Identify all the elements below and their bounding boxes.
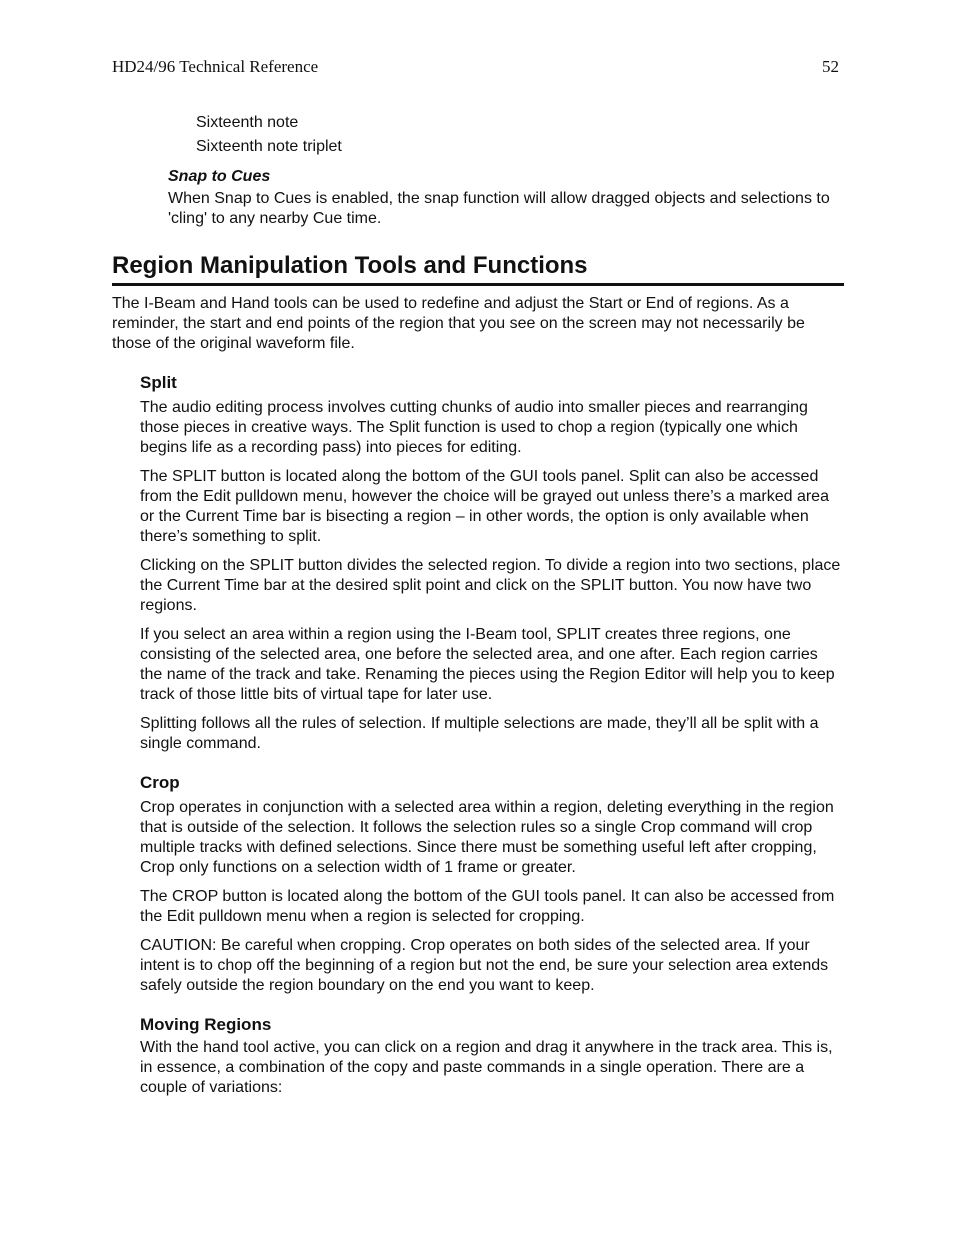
- split-paragraph: Clicking on the SPLIT button divides the selected region. To divide a region into two sections, place the Current Time bar at the desired split point and click on the SPLIT button. You now have two regions.: [140, 557, 841, 614]
- crop-paragraph: The CROP button is located along the bottom of the GUI tools panel. It can also be accessed from the Edit pulldown menu when a region is selected for cropping.: [140, 888, 835, 925]
- split-heading: Split: [140, 373, 177, 392]
- list-item: Sixteenth note: [196, 114, 299, 131]
- moving-regions-heading: Moving Regions: [140, 1015, 272, 1034]
- page-number: 52: [822, 57, 839, 76]
- snap-to-cues-body: When Snap to Cues is enabled, the snap function will allow dragged objects and selections to 'cling' to any nearby Cue time.: [168, 190, 830, 227]
- split-paragraph: The SPLIT button is located along the bottom of the GUI tools panel. Split can also be accessed from the Edit pulldown menu, however the choice will be grayed out unless there’s a marked area or the Current Time bar is bisecting a region – in other words, the option is only available when there’s something to split.: [140, 468, 829, 545]
- moving-regions-paragraph: With the hand tool active, you can click on a region and drag it anywhere in the track area. This is, in essence, a combination of the copy and paste commands in a single operation. There are a couple of variations:: [140, 1039, 833, 1096]
- list-item: Sixteenth note triplet: [196, 138, 342, 155]
- snap-to-cues-block: [168, 165, 844, 229]
- split-paragraph: The audio editing process involves cutting chunks of audio into smaller pieces and rearranging those pieces in creative ways. The Split function is used to chop a region (typically one which begins life as a recording pass) into pieces for editing.: [140, 399, 808, 456]
- section-heading: Region Manipulation Tools and Functions: [112, 251, 844, 286]
- page-header: [112, 56, 839, 80]
- crop-paragraph: CAUTION: Be careful when cropping. Crop operates on both sides of the selected area. If your intent is to chop off the beginning of a region but not the end, be sure your selection area extends safely outside the region boundary on the end you want to keep.: [140, 937, 829, 994]
- split-topic: [140, 372, 844, 754]
- moving-regions-topic: [140, 1014, 844, 1098]
- document-title: HD24/96 Technical Reference: [112, 57, 319, 76]
- note-value-list: [196, 111, 844, 159]
- crop-paragraph: Crop operates in conjunction with a selected area within a region, deleting everything in the region that is outside of the selection. It follows the selection rules so a single Crop command will crop multiple tracks with defined selections. Since there must be something useful left after cropping, Crop only functions on a selection width of 1 frame or greater.: [140, 799, 834, 876]
- crop-topic: [140, 772, 844, 996]
- crop-heading: Crop: [140, 773, 180, 792]
- split-paragraph: If you select an area within a region using the I-Beam tool, SPLIT creates three regions, one consisting of the selected area, one before the selected area, and one after. Each region carries the name of the track and take. Renaming the pieces using the Region Editor will help you to keep track of those little bits of virtual tape for later use.: [140, 626, 835, 703]
- page-content: [112, 111, 844, 1098]
- split-paragraph: Splitting follows all the rules of selection. If multiple selections are made, they’ll all be split with a single command.: [140, 715, 819, 752]
- section-intro: The I-Beam and Hand tools can be used to redefine and adjust the Start or End of regions. As a reminder, the start and end points of the region that you see on the screen may not necessarily be those of the original waveform file.: [112, 295, 805, 352]
- snap-to-cues-heading: Snap to Cues: [168, 168, 271, 185]
